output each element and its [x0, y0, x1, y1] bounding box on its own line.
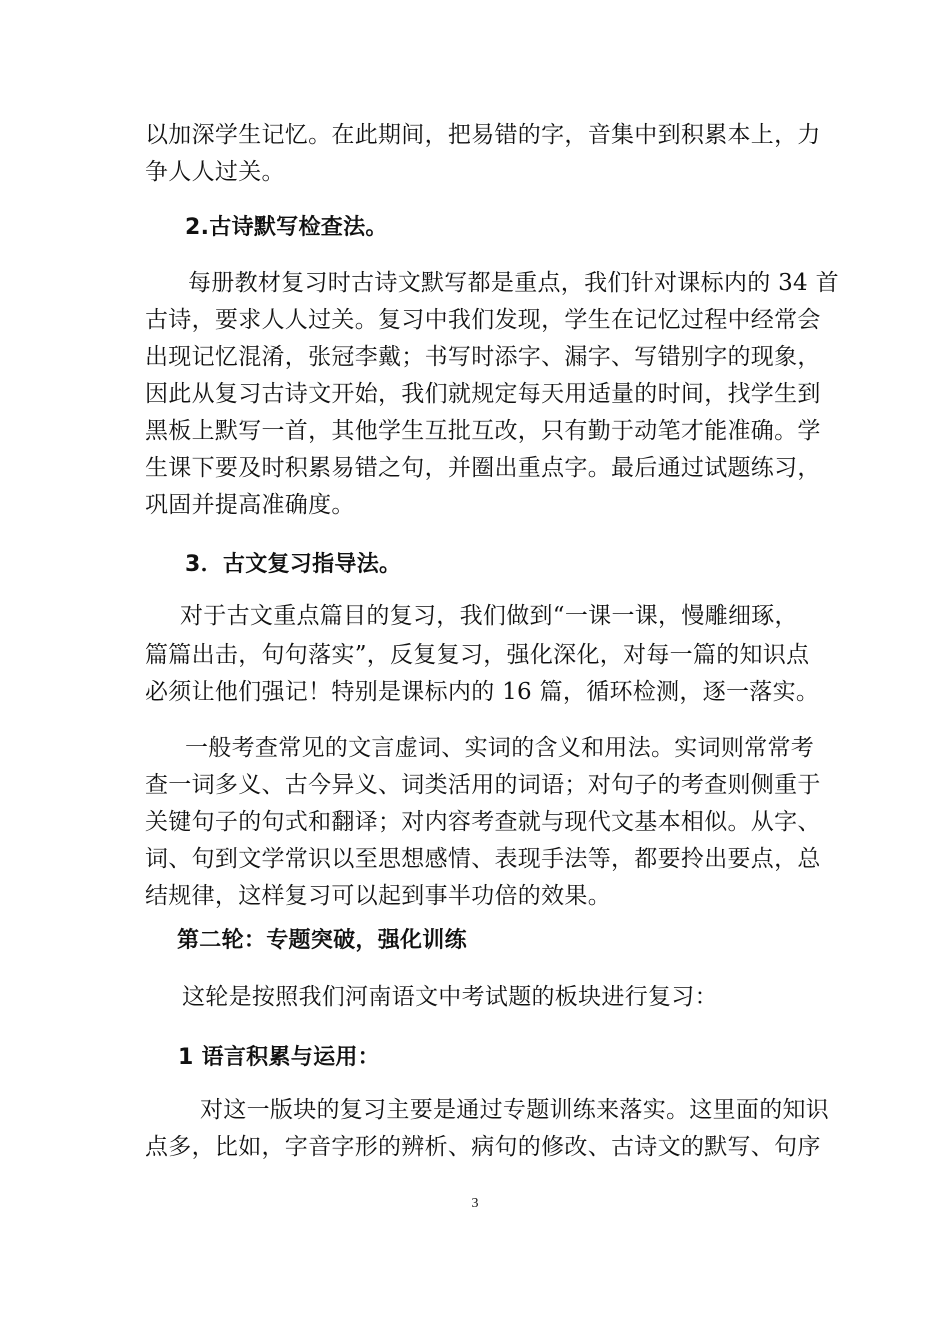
subsection-heading-language-accumulation: 1 语言积累与运用：	[178, 1045, 380, 1070]
body-text-line: 因此从复习古诗文开始，我们就规定每天用适量的时间，找学生到	[145, 381, 821, 407]
body-text-line: 必须让他们强记！特别是课标内的 16 篇，循环检测，逐一落实。	[145, 679, 820, 705]
body-text-line: 一般考查常见的文言虚词、实词的含义和用法。实词则常常考	[185, 735, 815, 761]
section-heading-ancient-poem-dictation: 2.古诗默写检查法。	[185, 215, 388, 240]
body-text-line: 巩固并提高准确度。	[145, 492, 355, 518]
body-text-line: 点多，比如，字音字形的辨析、病句的修改、古诗文的默写、句序	[145, 1134, 821, 1160]
body-text-line: 查一词多义、古今异义、词类活用的词语；对句子的考查则侧重于	[145, 772, 821, 798]
section-heading-round-two: 第二轮：专题突破，强化训练	[177, 928, 467, 953]
body-text-line: 每册教材复习时古诗文默写都是重点，我们针对课标内的 34 首	[188, 270, 839, 296]
body-text-line: 篇篇出击，句句落实”，反复复习，强化深化，对每一篇的知识点	[145, 642, 810, 668]
body-text-line: 生课下要及时积累易错之句，并圈出重点字。最后通过试题练习，	[145, 455, 821, 481]
body-text-line: 出现记忆混淆，张冠李戴；书写时添字、漏字、写错别字的现象，	[145, 344, 821, 370]
body-text-line: 结规律，这样复习可以起到事半功倍的效果。	[145, 883, 611, 909]
body-text-line: 关键句子的句式和翻译；对内容考查就与现代文基本相似。从字、	[145, 809, 821, 835]
section-heading-classical-review: 3．古文复习指导法。	[185, 552, 402, 577]
page-number: 3	[471, 1196, 479, 1211]
body-text-line: 以加深学生记忆。在此期间，把易错的字，音集中到积累本上，力	[145, 122, 821, 148]
body-text-line: 这轮是按照我们河南语文中考试题的板块进行复习：	[182, 984, 718, 1010]
body-text-line: 词、句到文学常识以至思想感情、表现手法等，都要拎出要点，总	[145, 846, 821, 872]
body-text-line: 对这一版块的复习主要是通过专题训练来落实。这里面的知识	[200, 1097, 830, 1123]
body-text-line: 古诗，要求人人过关。复习中我们发现，学生在记忆过程中经常会	[145, 307, 821, 333]
body-text-line: 争人人过关。	[145, 159, 285, 185]
body-text-line: 黑板上默写一首，其他学生互批互改，只有勤于动笔才能准确。学	[145, 418, 821, 444]
body-text-line: 对于古文重点篇目的复习，我们做到“一课一课，慢雕细琢，	[180, 603, 798, 629]
